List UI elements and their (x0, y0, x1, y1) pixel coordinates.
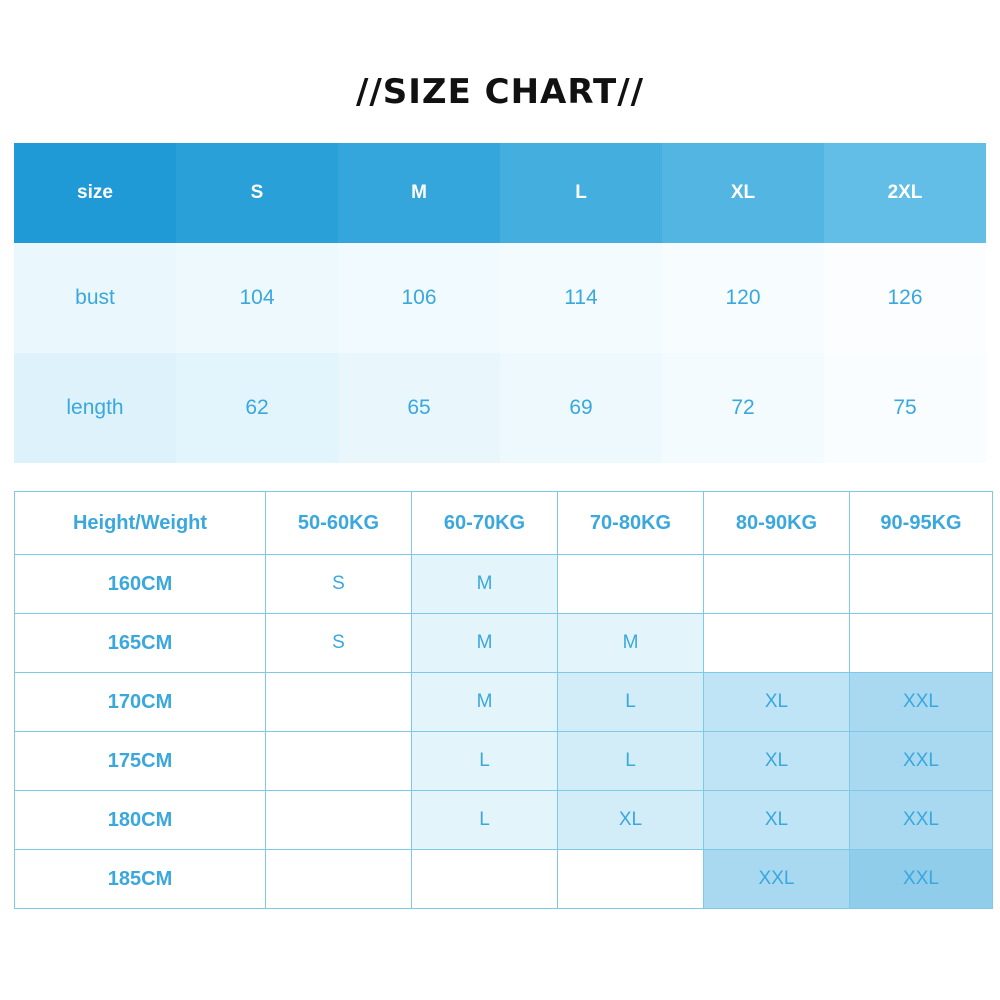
measurements-table-body (14, 243, 986, 463)
cell-170cm-90-95kg: XXL (850, 673, 993, 732)
measurements-table-header (14, 143, 986, 243)
cell-length-2xl: 75 (824, 353, 986, 463)
cell-bust-s: 104 (176, 243, 338, 353)
row-label-165cm: 165CM (15, 614, 266, 673)
cell-175cm-80-90kg: XL (704, 732, 850, 791)
table-row (14, 243, 986, 353)
cell-165cm-50-60kg: S (266, 614, 412, 673)
cell-180cm-60-70kg: L (412, 791, 558, 850)
table-row (15, 791, 993, 850)
column-header-2xl: 2XL (824, 143, 986, 243)
cell-170cm-80-90kg: XL (704, 673, 850, 732)
table-row (14, 353, 986, 463)
height-weight-table (14, 491, 993, 909)
cell-170cm-60-70kg: M (412, 673, 558, 732)
cell-160cm-70-80kg (558, 555, 704, 614)
cell-160cm-80-90kg (704, 555, 850, 614)
table-row (15, 732, 993, 791)
measurements-table (14, 143, 986, 463)
cell-165cm-90-95kg (850, 614, 993, 673)
row-label-170cm: 170CM (15, 673, 266, 732)
table-row (15, 673, 993, 732)
table-row (15, 850, 993, 909)
table-header-row (15, 492, 993, 555)
cell-160cm-60-70kg: M (412, 555, 558, 614)
column-header-70-80kg: 70-80KG (558, 492, 704, 555)
cell-185cm-90-95kg: XXL (850, 850, 993, 909)
cell-165cm-70-80kg: M (558, 614, 704, 673)
row-label-bust: bust (14, 243, 176, 353)
row-label-175cm: 175CM (15, 732, 266, 791)
column-header-90-95kg: 90-95KG (850, 492, 993, 555)
cell-185cm-80-90kg: XXL (704, 850, 850, 909)
cell-175cm-70-80kg: L (558, 732, 704, 791)
cell-160cm-90-95kg (850, 555, 993, 614)
cell-170cm-50-60kg (266, 673, 412, 732)
column-header-height-weight: Height/Weight (15, 492, 266, 555)
row-label-length: length (14, 353, 176, 463)
table-row (15, 555, 993, 614)
cell-bust-l: 114 (500, 243, 662, 353)
table-header-row (14, 143, 986, 243)
cell-180cm-50-60kg (266, 791, 412, 850)
page-title: //SIZE CHART// (355, 72, 645, 112)
cell-180cm-80-90kg: XL (704, 791, 850, 850)
cell-bust-xl: 120 (662, 243, 824, 353)
column-header-s: S (176, 143, 338, 243)
row-label-160cm: 160CM (15, 555, 266, 614)
cell-185cm-50-60kg (266, 850, 412, 909)
column-header-l: L (500, 143, 662, 243)
height-weight-table-body (15, 492, 993, 909)
cell-170cm-70-80kg: L (558, 673, 704, 732)
cell-175cm-50-60kg (266, 732, 412, 791)
cell-165cm-80-90kg (704, 614, 850, 673)
cell-165cm-60-70kg: M (412, 614, 558, 673)
cell-185cm-60-70kg (412, 850, 558, 909)
cell-bust-m: 106 (338, 243, 500, 353)
row-label-180cm: 180CM (15, 791, 266, 850)
row-label-185cm: 185CM (15, 850, 266, 909)
column-header-m: M (338, 143, 500, 243)
cell-length-xl: 72 (662, 353, 824, 463)
cell-length-l: 69 (500, 353, 662, 463)
cell-160cm-50-60kg: S (266, 555, 412, 614)
column-header-80-90kg: 80-90KG (704, 492, 850, 555)
cell-bust-2xl: 126 (824, 243, 986, 353)
table-row (15, 614, 993, 673)
cell-175cm-90-95kg: XXL (850, 732, 993, 791)
column-header-50-60kg: 50-60KG (266, 492, 412, 555)
column-header-xl: XL (662, 143, 824, 243)
cell-180cm-70-80kg: XL (558, 791, 704, 850)
cell-185cm-70-80kg (558, 850, 704, 909)
cell-180cm-90-95kg: XXL (850, 791, 993, 850)
column-header-size: size (14, 143, 176, 243)
cell-length-m: 65 (338, 353, 500, 463)
cell-175cm-60-70kg: L (412, 732, 558, 791)
cell-length-s: 62 (176, 353, 338, 463)
column-header-60-70kg: 60-70KG (412, 492, 558, 555)
